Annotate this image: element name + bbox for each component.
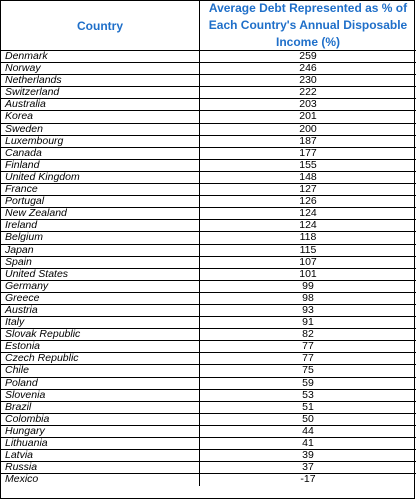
- country-cell: Slovak Republic: [1, 329, 200, 340]
- country-cell: Korea: [1, 111, 200, 122]
- table-row: [1, 402, 416, 414]
- column-header-country: Country: [1, 1, 200, 50]
- debt-percent-cell: 200: [299, 122, 317, 135]
- debt-percent-cell: 98: [302, 291, 314, 304]
- country-cell: New Zealand: [1, 208, 200, 219]
- table-row: [1, 124, 416, 136]
- debt-percent-cell: 39: [302, 449, 314, 462]
- table-body: [1, 51, 416, 486]
- country-cell: Russia: [1, 462, 200, 473]
- debt-percent-cell: 201: [299, 110, 317, 123]
- debt-percent-cell: 53: [302, 388, 314, 401]
- country-cell: Germany: [1, 281, 200, 292]
- table-header: [1, 1, 416, 51]
- debt-percent-cell: 41: [302, 437, 314, 449]
- table-row: [1, 353, 416, 365]
- table-row: [1, 160, 416, 172]
- debt-percent-cell: 99: [302, 279, 314, 292]
- country-cell: France: [1, 184, 200, 195]
- country-cell: Ireland: [1, 220, 200, 231]
- debt-percent-cell: 101: [299, 267, 317, 280]
- debt-percent-cell: 115: [299, 243, 317, 256]
- country-cell: Belgium: [1, 232, 200, 243]
- debt-percent-cell: 203: [299, 98, 317, 111]
- debt-percent-cell: 124: [299, 207, 317, 220]
- table-row: [1, 257, 416, 269]
- table-row: [1, 148, 416, 160]
- debt-percent-cell: 259: [299, 50, 317, 62]
- table-row: [1, 99, 416, 111]
- debt-percent-cell: 93: [302, 303, 314, 316]
- country-cell: Japan: [1, 245, 200, 256]
- table-row: [1, 75, 416, 87]
- debt-percent-cell: 75: [302, 364, 314, 377]
- table-row: [1, 184, 416, 196]
- country-cell: Hungary: [1, 426, 200, 437]
- debt-percent-cell: 77: [302, 340, 314, 353]
- table-row: [1, 414, 416, 426]
- debt-percent-cell: 127: [299, 183, 317, 196]
- debt-percent-cell: 51: [302, 400, 314, 413]
- debt-percent-cell: 187: [299, 134, 317, 147]
- country-cell: Czech Republic: [1, 353, 200, 364]
- country-cell: Luxembourg: [1, 136, 200, 147]
- debt-percent-cell: 155: [299, 158, 317, 171]
- table-row: [1, 450, 416, 462]
- country-cell: Colombia: [1, 414, 200, 425]
- debt-percent-cell: 230: [299, 74, 317, 87]
- debt-percent-cell: 77: [302, 352, 314, 365]
- country-cell: Portugal: [1, 196, 200, 207]
- country-cell: Canada: [1, 148, 200, 159]
- table-row: [1, 474, 416, 486]
- table-row: [1, 390, 416, 402]
- table-row: [1, 63, 416, 75]
- debt-percent-cell: 82: [302, 328, 314, 341]
- debt-percent-cell: 37: [302, 461, 314, 474]
- country-cell: Poland: [1, 378, 200, 389]
- table-row: [1, 305, 416, 317]
- country-cell: Switzerland: [1, 87, 200, 98]
- table-row: [1, 378, 416, 390]
- country-cell: Spain: [1, 257, 200, 268]
- debt-percent-cell: 44: [302, 424, 314, 437]
- debt-percent-cell: 50: [302, 412, 314, 425]
- country-cell: Italy: [1, 317, 200, 328]
- country-cell: Latvia: [1, 450, 200, 461]
- debt-percent-cell: 118: [299, 231, 317, 244]
- country-cell: Lithuania: [1, 438, 200, 449]
- debt-percent-cell: 59: [302, 376, 314, 389]
- table-row: [1, 111, 416, 123]
- debt-percent-cell: 148: [299, 170, 317, 183]
- table-row: [1, 317, 416, 329]
- country-cell: Estonia: [1, 341, 200, 352]
- country-cell: Brazil: [1, 402, 200, 413]
- country-cell: Norway: [1, 63, 200, 74]
- country-cell: Mexico: [1, 474, 200, 486]
- debt-percent-cell: 107: [299, 255, 317, 268]
- table-row: [1, 136, 416, 148]
- country-cell: Austria: [1, 305, 200, 316]
- debt-percent-cell: 91: [302, 316, 314, 329]
- country-cell: Sweden: [1, 124, 200, 135]
- country-cell: United States: [1, 269, 200, 280]
- country-cell: Denmark: [1, 51, 200, 62]
- debt-percent-cell: 246: [299, 62, 317, 75]
- table-row: [1, 220, 416, 232]
- country-cell: United Kingdom: [1, 172, 200, 183]
- country-cell: Finland: [1, 160, 200, 171]
- table-row: [1, 341, 416, 353]
- table-row: [1, 281, 416, 293]
- column-header-debt-percent: Average Debt Represented as % of Each Country's Annual Disposable Income (%): [208, 1, 408, 49]
- country-cell: Australia: [1, 99, 200, 110]
- debt-percent-cell: -17: [300, 473, 316, 486]
- table-row: [1, 329, 416, 341]
- table-row: [1, 232, 416, 244]
- debt-percent-cell: 222: [299, 86, 317, 99]
- country-cell: Netherlands: [1, 75, 200, 86]
- table-row: [1, 462, 416, 474]
- table-row: [1, 87, 416, 99]
- table-row: [1, 172, 416, 184]
- table-row: [1, 196, 416, 208]
- table-row: [1, 293, 416, 305]
- country-cell: Slovenia: [1, 390, 200, 401]
- debt-percent-cell: 177: [299, 146, 317, 159]
- table-row: [1, 208, 416, 220]
- country-cell: Chile: [1, 365, 200, 376]
- debt-percent-cell: 126: [299, 195, 317, 208]
- table-row: [1, 438, 416, 450]
- table-row: [1, 245, 416, 257]
- table-row: [1, 365, 416, 377]
- debt-percent-cell: 124: [299, 219, 317, 232]
- table-row: [1, 51, 416, 63]
- country-cell: Greece: [1, 293, 200, 304]
- table-row: [1, 269, 416, 281]
- table-row: [1, 426, 416, 438]
